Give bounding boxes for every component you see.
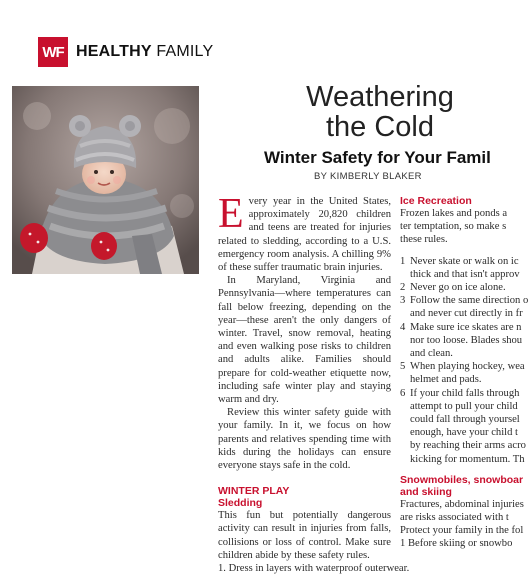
article-column-left (218, 191, 410, 575)
body-paragraph: Review this winter safety guide with your family. In it, we focus on how parents and relatives spending time with kids during the holidays can ensure everyone stays safe in the cold. (218, 407, 391, 472)
wf-logo: WF (38, 37, 68, 67)
intro-paragraph (218, 191, 391, 274)
list-item-continued: enough, have your child t (410, 427, 518, 439)
section-title (76, 43, 213, 61)
text-line: Frozen lakes and ponds a (400, 208, 508, 219)
sledding-list-item: 1. Dress in layers with waterproof outerwear. (218, 563, 410, 575)
subsection-heading-sledding: Sledding (218, 497, 263, 510)
article-title-line1: Weathering (306, 81, 454, 113)
intro-text: very year in the United States, approximately 20,820 children and teens are treated for injuries related to sledding, according to a U.S. emergency room analysis. A chilling 9% of these suffer traumatic brain injuries. (218, 196, 391, 274)
list-item: 2 Never go on ice alone. (400, 282, 506, 294)
photo-illustration (12, 86, 199, 274)
article-title (230, 82, 530, 142)
list-item-continued: kicking for momentum. Th (410, 453, 525, 465)
ice-rules-list (400, 255, 530, 466)
list-item-continued: helmet and pads. (410, 374, 482, 386)
article-subtitle: Winter Safety for Your Famil (264, 148, 491, 167)
article-column-right (400, 195, 530, 551)
text-line: 1 Before skiing or snowbo (400, 538, 513, 550)
list-item: 1 Never skate or walk on ic (400, 255, 519, 267)
winter-portrait-photo (12, 86, 199, 274)
text-line: Protect your family in the fol (400, 525, 524, 537)
list-item-continued: nor too loose. Blades shou (410, 334, 523, 346)
snow-text (400, 498, 530, 551)
text-line: ter temptation, so make s (400, 221, 507, 233)
text-line: are risks associated with t (400, 512, 509, 524)
section-header (38, 37, 213, 67)
section-heading-ice-recreation: Ice Recreation (400, 195, 472, 207)
list-item-continued: and never cut directly in fr (410, 308, 523, 320)
sledding-paragraph: This fun but potentially dangerous activity can result in injuries from falls, collisions or loss of control. Make sure children abide by these safety rules. (218, 510, 391, 561)
body-paragraph: In Maryland, Virginia and Pennsylvania—where temperatures can fall below freezing, depending on the year—these aren't the only dangers of winter. Travel, snow removal, heating and even walking pose risks to children and adults alike. Families should prepare for cold-weather etiquette now, including safe winter play and staying warm and dry. (218, 275, 391, 406)
list-item: 3 Follow the same direction o (400, 295, 529, 307)
list-item-continued: could fall through yoursel (410, 414, 520, 426)
list-item-continued: and clean. (410, 348, 453, 360)
list-item: 5 When playing hockey, wea (400, 361, 525, 373)
section-heading-winter-play: WINTER PLAY (218, 485, 290, 498)
list-item: 6 If your child falls through (400, 387, 520, 399)
article-byline: BY KIMBERLY BLAKER (314, 171, 422, 182)
text-line: Fractures, abdominal injuries (400, 498, 524, 510)
section-heading-snowmobiles: Snowmobiles, snowboar (400, 473, 524, 486)
drop-cap: E (218, 191, 244, 237)
list-item-continued: by reaching their arms acro (410, 440, 526, 452)
ice-intro (400, 207, 530, 247)
snow-section (400, 474, 530, 551)
section-heading-snowmobiles-line2: and skiing (400, 485, 452, 498)
section-title-light: FAMILY (151, 43, 214, 60)
article-title-line2: the Cold (325, 111, 434, 143)
text-line: these rules. (400, 234, 448, 246)
section-title-bold: HEALTHY (76, 43, 152, 60)
list-item-continued: thick and that isn't approv (410, 268, 520, 280)
list-item: 4 Make sure ice skates are n (400, 321, 522, 333)
list-item-continued: attempt to pull your child (410, 400, 518, 412)
